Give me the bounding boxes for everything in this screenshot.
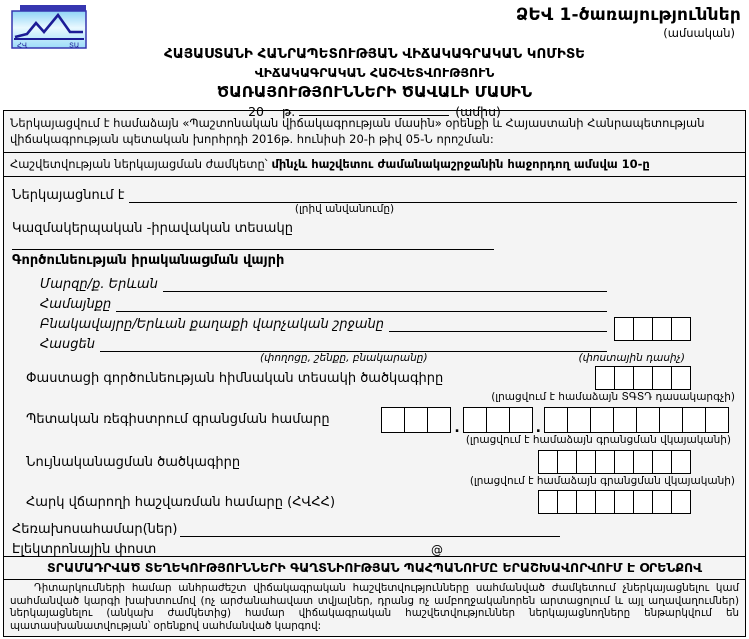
liability-note-text: Դիտարկումների համար անհրաժեշտ վիճակագրական հաշվետվությունները սահմանված ժամկետում չներկայացնելու կամ սահմանված կարգի խախտումով (ոչ արժանահավատ տվյալներ, դրանց ոչ ամբողջականորեն արտացոլում և այլ աղավաղումներ) ներկայացնելու (անկախ ժամկետից) համար վիճակագրական հաշվետվություններ ներկայացնողները ենթարկվում են պատասխանատվության՝ օրենքով սահմանված կարգով: (10, 582, 739, 632)
code-cell[interactable] (633, 490, 653, 514)
form-code-block (516, 5, 741, 40)
registry-number-label: Պետական ռեգիստրում գրանցման համարը (26, 412, 330, 428)
code-cell[interactable] (595, 450, 615, 474)
code-cell[interactable] (538, 450, 558, 474)
settlement-label: Բնակավայրը/Երևան քաղաքի վարչական շրջանը (40, 317, 384, 333)
activity-code-hint: (լրացվում է համաձայն ՏԳՏԴ դասակարգչի) (491, 391, 735, 404)
code-cell[interactable] (381, 407, 405, 433)
identification-code-block (470, 450, 737, 487)
community-label: Համայնքը (40, 297, 112, 313)
community-blank-field[interactable] (116, 297, 607, 312)
deadline-section (3, 152, 746, 176)
year-prefix: 20 (248, 104, 264, 119)
registry-group3-boxes[interactable] (544, 407, 729, 433)
code-cell[interactable] (633, 317, 653, 341)
code-cell[interactable] (614, 490, 634, 514)
region-row (40, 274, 607, 292)
code-cell[interactable] (652, 490, 672, 514)
code-cell[interactable] (595, 366, 615, 390)
code-cell[interactable] (671, 317, 691, 341)
region-label: Մարզը/ք. Երևան (40, 277, 158, 293)
code-cell[interactable] (538, 490, 558, 514)
postal-code-block (614, 317, 691, 345)
code-cell[interactable] (614, 366, 634, 390)
tin-label: Հարկ վճարողի հաշվառման համարը (ՀՎՀՀ) (26, 495, 336, 511)
form-title-block (0, 46, 749, 119)
activity-code-block (491, 366, 737, 403)
identification-code-hint: (լրացվում է համաձայն գրանցման վկայականի) (469, 475, 735, 488)
report-date-line (0, 104, 749, 119)
settlement-row (40, 314, 607, 332)
presenter-row (12, 185, 737, 203)
registry-number-block (381, 407, 737, 446)
committee-name: ՀԱՅԱՍՏԱՆԻ ՀԱՆՐԱՊԵՏՈՒԹՅԱՆ ՎԻՃԱԿԱԳՐԱԿԱՆ ԿՈՄԻՏԵ (163, 46, 586, 62)
identification-code-boxes[interactable] (538, 450, 691, 474)
code-cell[interactable] (590, 407, 614, 433)
identification-code-label: Նույնականացման ծածկագիրը (26, 455, 241, 471)
code-cell[interactable] (659, 407, 683, 433)
postal-code-boxes[interactable] (614, 317, 691, 341)
activity-code-row (12, 366, 737, 403)
armstat-logo-icon (10, 4, 90, 50)
address-hint: (փողոցը, շենքը, բնակարանը) (260, 352, 428, 365)
activity-place-heading: Գործունեության իրականացման վայրի (12, 253, 285, 269)
code-cell[interactable] (671, 450, 691, 474)
presenter-blank-field[interactable] (129, 188, 737, 203)
code-cell[interactable] (567, 407, 591, 433)
registry-separator: . (454, 420, 460, 437)
tin-boxes[interactable] (538, 490, 691, 514)
code-cell[interactable] (557, 450, 577, 474)
activity-code-label: Փաստացի գործունեության հիմնական տեսակի ծածկագիրը (26, 371, 444, 387)
community-row (40, 294, 607, 312)
postal-code-hint: (փոստային դասիչ) (578, 352, 685, 365)
presenter-hint: (լրիվ անվանումը) (294, 203, 395, 216)
logo-right-text: ՏԱ (69, 41, 80, 50)
month-blank-field[interactable] (299, 115, 449, 116)
legal-type-blank-field[interactable] (12, 238, 494, 250)
registry-separator: . (535, 420, 541, 437)
registry-number-groups (381, 407, 729, 437)
address-hints-row (12, 352, 737, 365)
email-at-symbol: @ (431, 543, 443, 557)
tin-row (12, 490, 737, 514)
identification-code-row (12, 450, 737, 487)
legal-basis-text: Ներկայացվում է համաձայն «Պաշտոնական վիճակագրության մասին» օրենքի և Հայաստանի Հանրապետության վիճակագրության պետական խորհրդի 2016թ. հունիսի 20-ի թիվ 05-Ն որոշման: (10, 116, 705, 147)
respondent-details-section (3, 176, 746, 556)
deadline-emphasis: մինչև հաշվետու ժամանակաշրջանին հաջորդող ամսվա 10-ը (271, 157, 650, 172)
registry-group1-boxes[interactable] (381, 407, 451, 433)
settlement-blank-field[interactable] (389, 317, 607, 332)
registry-number-hint: (լրացվում է համաձայն գրանցման վկայականի) (465, 434, 731, 447)
code-cell[interactable] (671, 490, 691, 514)
liability-note-section (3, 579, 746, 637)
registry-group2-boxes[interactable] (463, 407, 533, 433)
phone-label: Հեռախոսահամար(ներ) (12, 522, 178, 538)
address-blank-field[interactable] (100, 337, 607, 352)
code-cell[interactable] (427, 407, 451, 433)
report-type: ՎԻՃԱԿԱԳՐԱԿԱՆ ՀԱՇՎԵՏՎՈՒԹՅՈՒՆ (254, 65, 495, 80)
page-title: ԾԱՌԱՅՈՒԹՅՈՒՆՆԵՐԻ ԾԱՎԱԼԻ ՄԱՍԻՆ (216, 83, 533, 101)
code-cell[interactable] (652, 366, 672, 390)
code-cell[interactable] (705, 407, 729, 433)
legal-type-label: Կազմակերպական -իրավական տեսակը (12, 221, 293, 237)
email-row (12, 540, 737, 556)
phone-row (12, 520, 737, 537)
email-domain-blank-field[interactable] (444, 542, 559, 556)
registry-number-row (12, 407, 737, 446)
month-label: (ամիս) (455, 104, 501, 119)
email-label: Էլեկտրոնային փոստ (12, 542, 157, 557)
address-label: Հասցեն (40, 337, 95, 353)
year-suffix: թ. (282, 104, 296, 119)
tin-block (538, 490, 737, 514)
presenter-label: Ներկայացնում է (12, 188, 125, 204)
logo-left-text: ՀՎ (17, 41, 28, 50)
email-local-blank-field[interactable] (180, 542, 430, 556)
region-blank-field[interactable] (163, 277, 607, 292)
activity-code-boxes[interactable] (595, 366, 691, 390)
code-cell[interactable] (595, 490, 615, 514)
form-code: ՁԵՎ 1-ծառայություններ (515, 5, 741, 25)
code-cell[interactable] (652, 317, 672, 341)
code-cell[interactable] (671, 366, 691, 390)
code-cell[interactable] (576, 450, 596, 474)
code-cell[interactable] (633, 450, 653, 474)
address-row (40, 334, 607, 352)
code-cell[interactable] (509, 407, 533, 433)
code-cell[interactable] (486, 407, 510, 433)
confidentiality-banner: ՏՐԱՄԱԴՐՎԱԾ ՏԵՂԵԿՈՒԹՅՈՒՆՆԵՐԻ ԳԱՂՏՆԻՈՒԹՅԱՆ ՊԱՀՊԱՆՈՒՄԸ ԵՐԱՇԽԱՎՈՐՎՈՒՄ Է ՕՐԵՆՔՈՎ (3, 556, 746, 579)
code-cell[interactable] (404, 407, 428, 433)
code-cell[interactable] (633, 366, 653, 390)
code-cell[interactable] (614, 450, 634, 474)
form-periodicity: (ամսական) (663, 26, 735, 40)
code-cell[interactable] (614, 317, 634, 341)
phone-blank-field[interactable] (180, 522, 560, 537)
code-cell[interactable] (613, 407, 637, 433)
code-cell[interactable] (636, 407, 660, 433)
code-cell[interactable] (544, 407, 568, 433)
code-cell[interactable] (576, 490, 596, 514)
form-header (0, 0, 749, 119)
form-frame (3, 110, 746, 637)
code-cell[interactable] (682, 407, 706, 433)
deadline-prefix: Հաշվետվության ներկայացման ժամկետը՝ (10, 157, 268, 172)
code-cell[interactable] (463, 407, 487, 433)
code-cell[interactable] (557, 490, 577, 514)
code-cell[interactable] (652, 450, 672, 474)
